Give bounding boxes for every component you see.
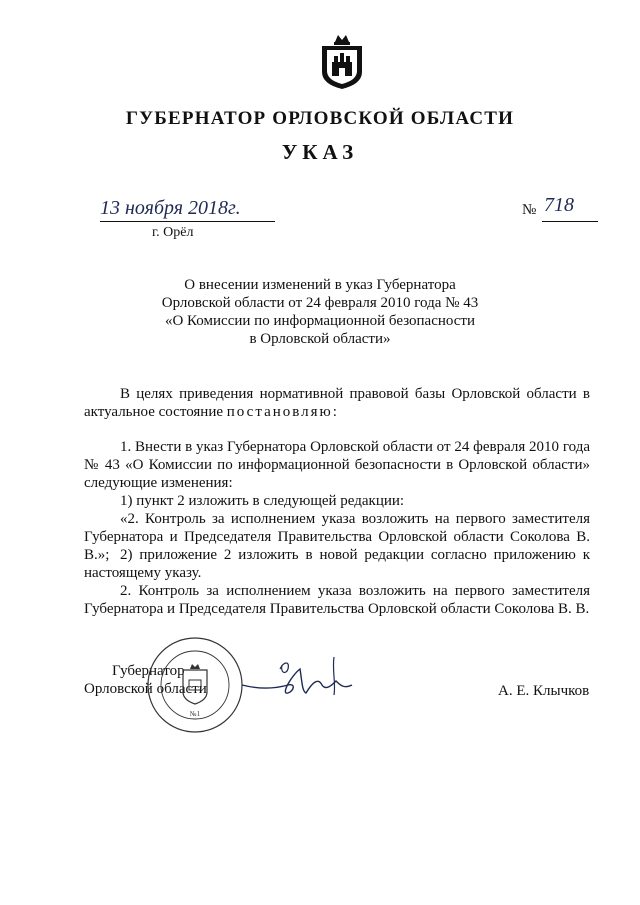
item-1-paragraph: 1. Внести в указ Губернатора Орловской области от 24 февраля 2010 года № 43 «О Комиссии по информационной безопасности в Орловской области» следующие изменения: [84, 439, 590, 491]
item-2-paragraph: 2. Контроль за исполнением указа возложить на первого заместителя Губернатора и Председателя Правительства Орловской области Соколова В. В. [84, 583, 590, 617]
document-type: УКАЗ [281, 140, 359, 164]
resolve-word: постановляю: [226, 404, 339, 420]
title-line: Орловской области от 24 февраля 2010 года № 43 [161, 295, 479, 311]
date-underline [100, 221, 275, 222]
position-line: Губернатор [112, 663, 185, 679]
number-underline [542, 221, 598, 222]
issue-city: г. Орёл [152, 225, 194, 240]
title-line: О внесении изменений в указ Губернатора [184, 277, 456, 293]
item-1-quote: «2. Контроль за исполнением указа возложить на первого заместителя Губернатора и Председателя Правительства Орловской области Соколова В. В.»; [84, 511, 590, 563]
handwritten-date: 13 ноября 2018г. [100, 197, 241, 219]
position-line: Орловской области [84, 681, 207, 697]
item-1-subitem-1: 1) пункт 2 изложить в следующей редакции: [120, 493, 405, 509]
preamble-paragraph [84, 385, 590, 421]
number-label: № [522, 202, 537, 218]
official-seal-stamp [146, 636, 244, 734]
preamble-text: В целях приведения нормативной правовой базы Орловской области в актуальное состояние [84, 386, 590, 420]
handwritten-number: 718 [544, 194, 574, 216]
title-line: «О Комиссии по информационной безопасности [164, 313, 476, 329]
handwritten-signature [240, 655, 355, 705]
document-title [150, 276, 490, 348]
title-line: в Орловской области» [249, 331, 391, 347]
coat-of-arms-icon [318, 32, 366, 90]
svg-text:№1: №1 [189, 710, 201, 718]
signatory-name: А. Е. Клычков [498, 683, 590, 699]
issuing-authority: ГУБЕРНАТОР ОРЛОВСКОЙ ОБЛАСТИ [125, 108, 515, 129]
item-1-subitem-2: 2) приложение 2 изложить в новой редакции согласно приложению к настоящему указу. [84, 547, 590, 581]
